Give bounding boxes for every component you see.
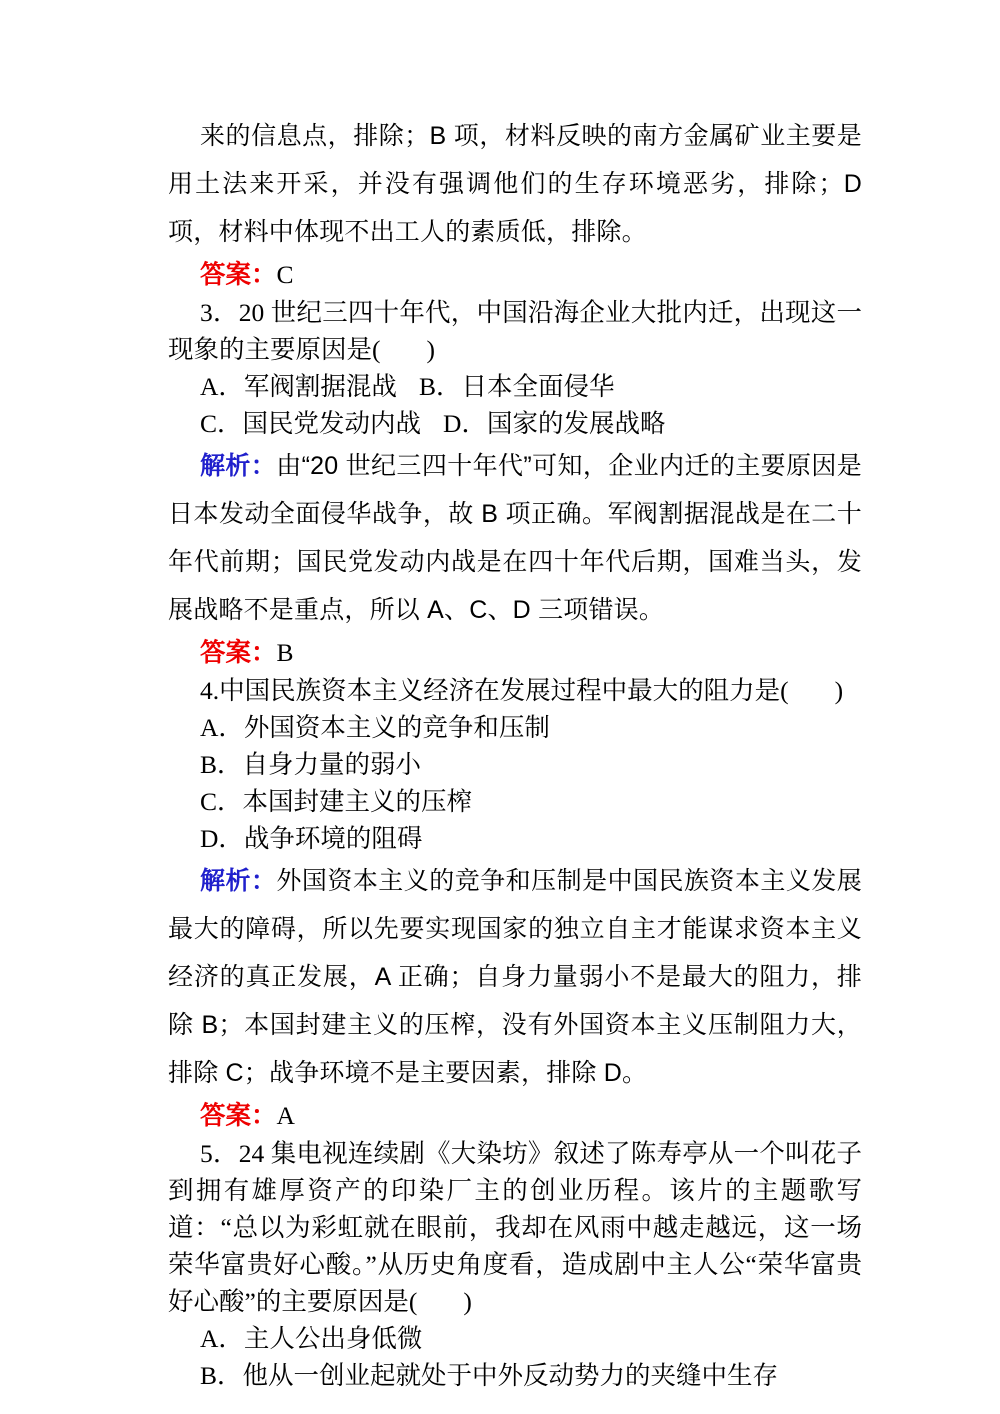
question-3-option-row-cd [168, 405, 862, 442]
option-key-a: A． [200, 372, 244, 401]
option-key-c: C． [200, 409, 243, 438]
option-text-d: 国家的发展战略 [486, 409, 666, 438]
option-key-b: B． [200, 750, 243, 779]
question-4-stem-text: 中国民族资本主义经济在发展过程中最大的阻力是( [219, 676, 789, 705]
question-3-stem-text: 20 世纪三四十年代，中国沿海企业大批内迁，出现这一现象的主要原因是( [168, 298, 862, 364]
question-3-analysis [168, 442, 862, 634]
option-text-a: 外国资本主义的竞争和压制 [243, 713, 550, 742]
option-key-c: C． [200, 787, 243, 816]
analysis-label: 解析： [200, 867, 277, 895]
question-4-stem-tail: ) [834, 676, 844, 705]
option-text-b: 日本全面侵华 [461, 372, 615, 401]
option-text-c: 国民党发动内战 [242, 409, 422, 438]
question-5-option-b [168, 1357, 862, 1394]
question-3-option-row-ab [168, 368, 862, 405]
continued-analysis-paragraph: 来的信息点，排除；B 项，材料反映的南方金属矿业主要是用土法来开采，并没有强调他们的生存环境恶劣，排除；D 项，材料中体现不出工人的素质低，排除。 [168, 122, 862, 246]
question-4-stem [168, 672, 862, 709]
text-column [168, 112, 862, 1394]
question-4-analysis [168, 857, 862, 1097]
question-5-stem [168, 1135, 862, 1320]
option-text-a: 主人公出身低微 [243, 1324, 423, 1353]
option-key-b: B． [200, 1361, 243, 1390]
question-5-option-a [168, 1320, 862, 1357]
answer-value: A [276, 1101, 295, 1130]
option-text-d: 战争环境的阻碍 [243, 824, 423, 853]
analysis-text: 外国资本主义的竞争和压制是中国民族资本主义发展最大的障碍，所以先要实现国家的独立自主才能谋求资本主义经济的真正发展，A 正确；自身力量弱小不是最大的阻力，排除 B；本国封建主义的压榨，没有外国资本主义压制阻力大，排除 C；战争环境不是主要因素，排除 D。 [168, 867, 862, 1087]
question-4-option-c [168, 783, 862, 820]
question-4-option-b [168, 746, 862, 783]
analysis-text: 由“20 世纪三四十年代”可知，企业内迁的主要原因是日本发动全面侵华战争，故 B 项正确。军阀割据混战是在二十年代前期；国民党发动内战是在四十年代后期，国难当头，发展战略不是重点，所以 A、C、D 三项错误。 [168, 452, 863, 624]
option-text-b: 自身力量的弱小 [242, 750, 422, 779]
question-3-stem-tail: ) [426, 335, 435, 364]
question-5-number: 5． [200, 1139, 239, 1168]
answer-label: 答案： [200, 261, 277, 289]
answer-value: C [276, 260, 294, 289]
option-text-a: 军阀割据混战 [243, 372, 397, 401]
answer-label: 答案： [200, 639, 277, 667]
option-key-b: B． [418, 372, 462, 401]
question-4-option-d [168, 820, 862, 857]
option-text-b: 他从一创业起就处于中外反动势力的夹缝中生存 [242, 1361, 779, 1390]
question-4-number: 4. [200, 676, 220, 705]
option-key-a: A． [200, 713, 244, 742]
answer-line-q2 [168, 256, 862, 294]
option-text-c: 本国封建主义的压榨 [242, 787, 473, 816]
option-key-d: D． [200, 824, 244, 853]
question-3-stem [168, 294, 862, 368]
option-key-a: A． [200, 1324, 244, 1353]
analysis-label: 解析： [200, 452, 277, 480]
question-5-stem-text: 24 集电视连续剧《大染坊》叙述了陈寿亭从一个叫花子到拥有雄厚资产的印染厂主的创业历程。该片的主题歌写道：“总以为彩虹就在眼前，我却在风雨中越走越远，这一场荣华富贵好心酸。”从历史角度看，造成剧中主人公“荣华富贵好心酸”的主要原因是( [168, 1139, 862, 1316]
answer-value: B [276, 638, 294, 667]
question-3-number: 3． [200, 298, 239, 327]
answer-label: 答案： [200, 1102, 277, 1130]
answer-line-q4 [168, 1097, 862, 1135]
option-key-d: D． [443, 409, 487, 438]
question-5-stem-tail: ) [463, 1287, 472, 1316]
question-4-option-a [168, 709, 862, 746]
answer-line-q3 [168, 634, 862, 672]
